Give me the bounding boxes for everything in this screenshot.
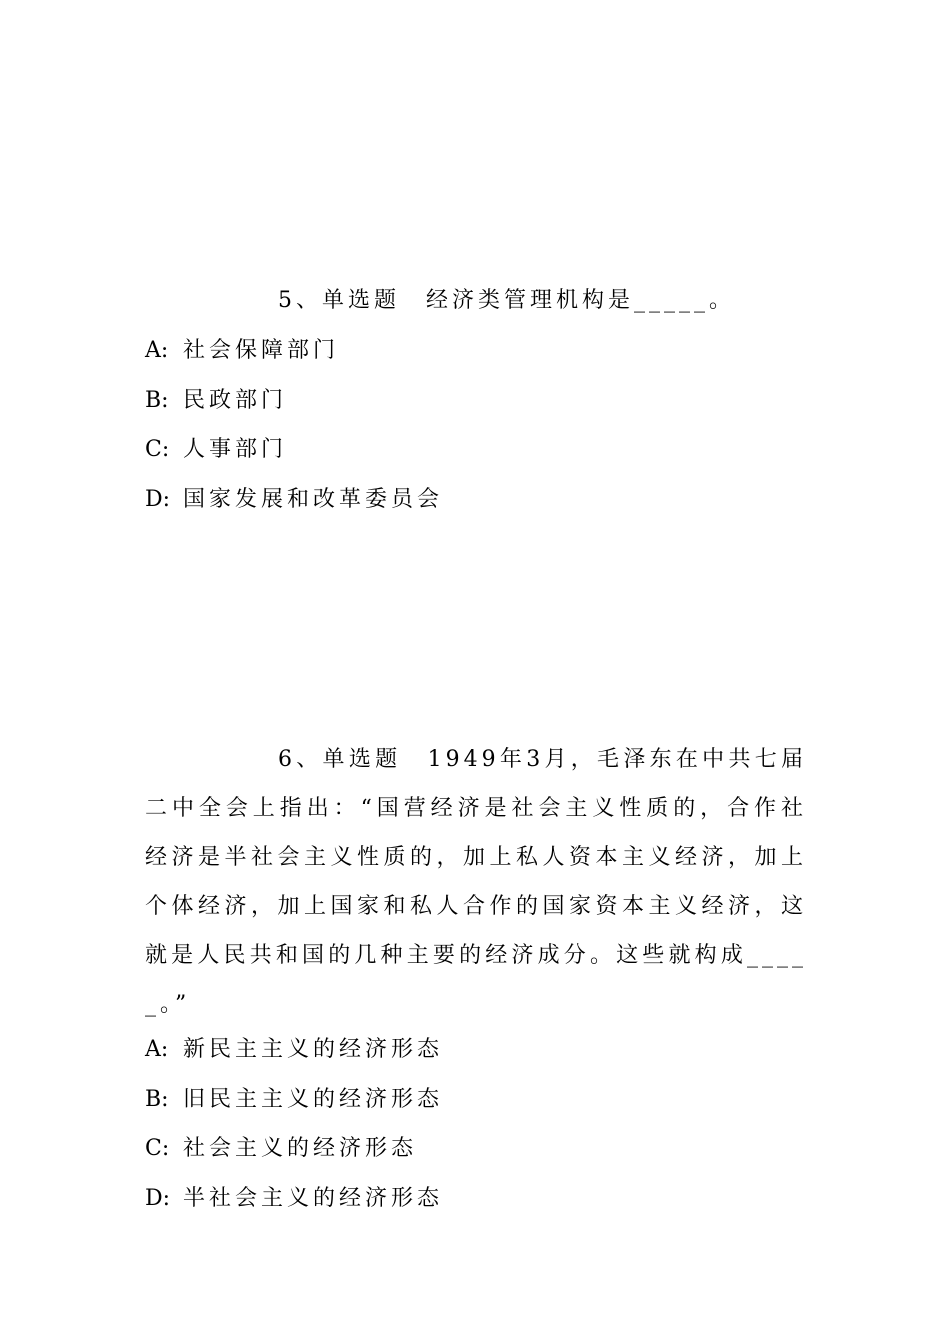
- option-d: [145, 1183, 807, 1233]
- option-key: A:: [145, 338, 169, 363]
- option-c: [145, 434, 807, 484]
- option-key: B:: [145, 1086, 169, 1112]
- question-6: [145, 735, 807, 1232]
- option-key: A:: [145, 1037, 169, 1062]
- option-d: [145, 484, 807, 534]
- option-text: 社会主义的经济形态: [183, 1136, 418, 1161]
- option-list: [145, 335, 807, 533]
- option-text: 人事部门: [183, 437, 288, 462]
- question-5: [145, 285, 807, 533]
- option-text: 社会保障部门: [183, 338, 340, 363]
- option-key: B:: [145, 387, 169, 413]
- option-b: [145, 1084, 807, 1134]
- option-text: 国家发展和改革委员会: [183, 486, 444, 512]
- option-key: D:: [145, 1185, 171, 1211]
- option-key: C:: [145, 1136, 170, 1161]
- option-a: [145, 1034, 807, 1084]
- option-text: 新民主主义的经济形态: [183, 1037, 444, 1062]
- option-key: C:: [145, 437, 170, 462]
- option-list: [145, 1034, 807, 1232]
- option-b: [145, 385, 807, 435]
- option-text: 旧民主主义的经济形态: [183, 1086, 444, 1112]
- question-stem: 6、单选题 1949年3月，毛泽东在中共七届二中全会上指出：“国营经济是社会主义性质的，合作社经济是半社会主义性质的，加上私人资本主义经济，加上个体经济，加上国家和私人合作的国家资本主义经济，这就是人民共和国的几种主要的经济成分。这些就构成_____。”: [145, 747, 807, 1017]
- option-key: D:: [145, 486, 171, 512]
- question-stem: 5、单选题 经济类管理机构是_____。: [278, 288, 735, 313]
- option-text: 民政部门: [183, 387, 288, 413]
- option-a: [145, 335, 807, 385]
- option-text: 半社会主义的经济形态: [183, 1185, 444, 1211]
- option-c: [145, 1133, 807, 1183]
